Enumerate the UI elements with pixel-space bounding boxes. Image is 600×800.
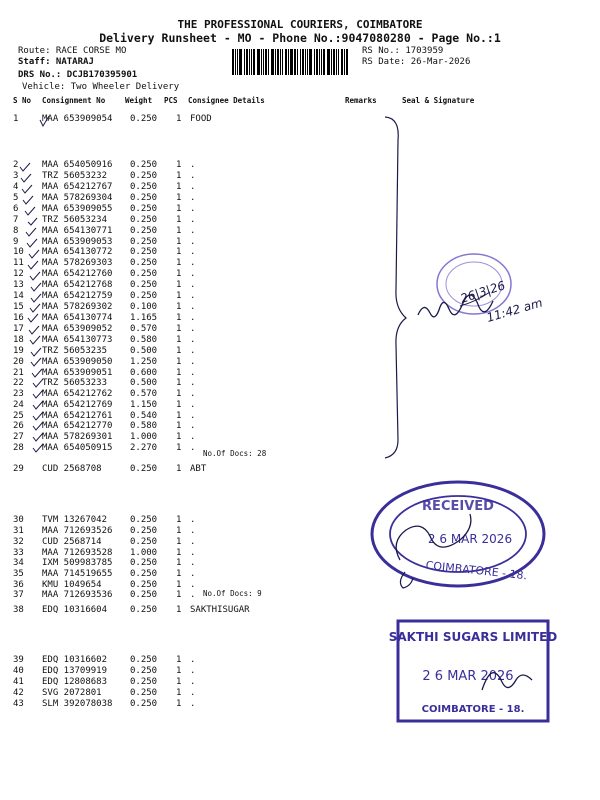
row-consignment-no: EDQ 13709919 — [42, 666, 108, 676]
row-consignee-details: . — [190, 247, 196, 257]
row-sno: 43 — [13, 699, 24, 709]
row-sno: 16 — [13, 313, 24, 323]
row-consignee-details: . — [190, 226, 196, 236]
row-weight: 0.250 — [130, 215, 158, 225]
row-pcs: 1 — [176, 443, 182, 453]
row-weight: 0.580 — [130, 335, 158, 345]
row-consignee-details: . — [190, 182, 196, 192]
drs-number: DRS No.: DCJB170395901 — [18, 70, 138, 80]
row-sno: 11 — [13, 258, 24, 268]
row-weight: 1.000 — [130, 432, 158, 442]
row-weight: 0.250 — [130, 114, 158, 124]
row-sno: 18 — [13, 335, 24, 345]
row-pcs: 1 — [176, 699, 182, 709]
row-sno: 9 — [13, 237, 19, 247]
row-pcs: 1 — [176, 182, 182, 192]
row-sno: 8 — [13, 226, 19, 236]
row-consignment-no: TVM 13267042 — [42, 515, 108, 525]
row-weight: 1.150 — [130, 400, 158, 410]
row-sno: 41 — [13, 677, 24, 687]
row-pcs: 1 — [176, 378, 182, 388]
row-consignee-details: . — [190, 515, 196, 525]
row-weight: 0.250 — [130, 580, 158, 590]
row-consignment-no: MAA 712693528 — [42, 548, 113, 558]
row-consignment-no: MAA 654212762 — [42, 389, 113, 399]
row-weight: 0.250 — [130, 226, 158, 236]
row-weight: 0.540 — [130, 411, 158, 421]
row-weight: 0.250 — [130, 237, 158, 247]
row-weight: 0.250 — [130, 515, 158, 525]
row-sno: 21 — [13, 368, 24, 378]
row-weight: 0.250 — [130, 258, 158, 268]
row-sno: 42 — [13, 688, 24, 698]
row-consignee-details: . — [190, 291, 196, 301]
row-consignee-details: . — [190, 666, 196, 676]
row-sno: 22 — [13, 378, 24, 388]
row-weight: 0.580 — [130, 421, 158, 431]
row-pcs: 1 — [176, 515, 182, 525]
row-consignee-details: . — [190, 580, 196, 590]
company-title: THE PROFESSIONAL COURIERS, COIMBATORE — [177, 18, 423, 31]
col-sno: S No — [13, 96, 32, 105]
handwritten-time: 11:42 am — [484, 295, 545, 325]
sakthi-date: 2 6 MAR 2026 — [422, 669, 514, 684]
row-weight: 1.250 — [130, 357, 158, 367]
col-seal-signature: Seal & Signature — [402, 96, 475, 105]
staff-label: Staff: NATARAJ — [18, 57, 94, 67]
row-sno: 25 — [13, 411, 24, 421]
tick-marks — [20, 116, 49, 452]
row-consignee-details: SAKTHISUGAR — [190, 605, 250, 615]
row-consignee-details: . — [190, 558, 196, 568]
row-consignment-no: CUD 2568714 — [42, 537, 102, 547]
row-weight: 0.250 — [130, 569, 158, 579]
row-consignee-details: . — [190, 688, 196, 698]
row-consignment-no: MAA 654212759 — [42, 291, 113, 301]
row-sno: 30 — [13, 515, 24, 525]
row-sno: 12 — [13, 269, 24, 279]
row-sno: 27 — [13, 432, 24, 442]
row-consignee-details: . — [190, 400, 196, 410]
row-weight: 0.250 — [130, 160, 158, 170]
row-sno: 7 — [13, 215, 19, 225]
row-consignee-details: . — [190, 302, 196, 312]
row-weight: 0.250 — [130, 537, 158, 547]
row-sno: 3 — [13, 171, 19, 181]
received-date: 2 6 MAR 2026 — [427, 532, 513, 546]
row-sno: 32 — [13, 537, 24, 547]
row-consignment-no: TRZ 56053234 — [42, 215, 108, 225]
row-weight: 0.250 — [130, 699, 158, 709]
row-consignee-details: . — [190, 590, 196, 600]
row-consignee-details: . — [190, 526, 196, 536]
row-consignment-no: TRZ 56053232 — [42, 171, 108, 181]
row-pcs: 1 — [176, 193, 182, 203]
docs-count-note: No.Of Docs: 28 — [203, 449, 267, 458]
row-weight: 0.250 — [130, 193, 158, 203]
row-sno: 28 — [13, 443, 24, 453]
row-consignment-no: MAA 654130774 — [42, 313, 113, 323]
row-weight: 0.250 — [130, 677, 158, 687]
row-consignee-details: . — [190, 313, 196, 323]
row-sno: 14 — [13, 291, 24, 301]
row-pcs: 1 — [176, 537, 182, 547]
row-sno: 37 — [13, 590, 24, 600]
row-pcs: 1 — [176, 335, 182, 345]
row-consignee-details: . — [190, 160, 196, 170]
row-pcs: 1 — [176, 280, 182, 290]
row-weight: 0.250 — [130, 204, 158, 214]
row-consignee-details: . — [190, 237, 196, 247]
row-consignment-no: MAA 712693526 — [42, 526, 113, 536]
row-pcs: 1 — [176, 204, 182, 214]
row-pcs: 1 — [176, 258, 182, 268]
row-consignee-details: . — [190, 335, 196, 345]
row-consignee-details: . — [190, 421, 196, 431]
row-consignee-details: . — [190, 324, 196, 334]
row-consignment-no: CUD 2568708 — [42, 464, 102, 474]
row-pcs: 1 — [176, 580, 182, 590]
sakthi-company: SAKTHI SUGARS LIMITED — [388, 630, 558, 644]
col-pcs: PCS — [164, 96, 178, 105]
row-sno: 33 — [13, 548, 24, 558]
row-pcs: 1 — [176, 114, 182, 124]
row-pcs: 1 — [176, 421, 182, 431]
row-pcs: 1 — [176, 655, 182, 665]
row-consignee-details: . — [190, 368, 196, 378]
row-sno: 1 — [13, 114, 19, 124]
row-consignee-details: . — [190, 699, 196, 709]
row-pcs: 1 — [176, 313, 182, 323]
row-consignment-no: MAA 654212769 — [42, 400, 113, 410]
rs-number: RS No.: 1703959 — [362, 46, 444, 56]
row-pcs: 1 — [176, 247, 182, 257]
row-pcs: 1 — [176, 569, 182, 579]
row-weight: 2.270 — [130, 443, 158, 453]
row-pcs: 1 — [176, 171, 182, 181]
row-consignee-details: . — [190, 346, 196, 356]
row-pcs: 1 — [176, 526, 182, 536]
row-pcs: 1 — [176, 389, 182, 399]
row-consignee-details: . — [190, 269, 196, 279]
route-label: Route: RACE CORSE MO — [18, 46, 127, 56]
row-weight: 0.250 — [130, 526, 158, 536]
row-consignment-no: EDQ 10316604 — [42, 605, 108, 615]
row-weight: 0.250 — [130, 247, 158, 257]
row-consignment-no: EDQ 10316602 — [42, 655, 108, 665]
row-pcs: 1 — [176, 346, 182, 356]
row-consignment-no: KMU 1049654 — [42, 580, 102, 590]
row-pcs: 1 — [176, 302, 182, 312]
row-weight: 0.250 — [130, 464, 158, 474]
row-pcs: 1 — [176, 590, 182, 600]
row-sno: 6 — [13, 204, 19, 214]
row-pcs: 1 — [176, 688, 182, 698]
row-consignee-details: . — [190, 655, 196, 665]
row-sno: 2 — [13, 160, 19, 170]
row-sno: 29 — [13, 464, 24, 474]
received-text: RECEIVED — [422, 499, 494, 514]
row-consignment-no: MAA 712693536 — [42, 590, 113, 600]
row-sno: 23 — [13, 389, 24, 399]
row-pcs: 1 — [176, 324, 182, 334]
row-consignee-details: . — [190, 389, 196, 399]
row-pcs: 1 — [176, 357, 182, 367]
row-weight: 0.250 — [130, 688, 158, 698]
row-consignment-no: MAA 714519655 — [42, 569, 113, 579]
row-pcs: 1 — [176, 291, 182, 301]
row-consignee-details: . — [190, 258, 196, 268]
row-pcs: 1 — [176, 605, 182, 615]
row-pcs: 1 — [176, 400, 182, 410]
col-consignee: Consignee Details — [188, 96, 265, 105]
row-consignment-no: MAA 653909054 — [42, 114, 113, 124]
row-sno: 5 — [13, 193, 19, 203]
row-consignee-details: . — [190, 569, 196, 579]
row-consignment-no: MAA 578269303 — [42, 258, 113, 268]
row-sno: 13 — [13, 280, 24, 290]
row-consignment-no: MAA 654130773 — [42, 335, 113, 345]
row-sno: 35 — [13, 569, 24, 579]
handwritten-date: 26|3|26 — [458, 278, 507, 306]
col-weight: Weight — [125, 96, 153, 105]
row-consignment-no: MAA 654212761 — [42, 411, 113, 421]
row-consignee-details: . — [190, 193, 196, 203]
row-pcs: 1 — [176, 558, 182, 568]
row-sno: 39 — [13, 655, 24, 665]
row-weight: 0.500 — [130, 346, 158, 356]
row-weight: 0.250 — [130, 666, 158, 676]
row-sno: 15 — [13, 302, 24, 312]
row-sno: 17 — [13, 324, 24, 334]
row-consignment-no: MAA 653909055 — [42, 204, 113, 214]
row-consignment-no: EDQ 12808683 — [42, 677, 108, 687]
row-consignee-details: . — [190, 677, 196, 687]
row-weight: 0.250 — [130, 558, 158, 568]
row-consignment-no: MAA 578269301 — [42, 432, 113, 442]
vehicle-label: Vehicle: Two Wheeler Delivery — [22, 82, 180, 92]
row-weight: 0.570 — [130, 324, 158, 334]
row-consignee-details: . — [190, 537, 196, 547]
row-sno: 19 — [13, 346, 24, 356]
row-consignment-no: MAA 653909053 — [42, 237, 113, 247]
row-pcs: 1 — [176, 215, 182, 225]
row-sno: 31 — [13, 526, 24, 536]
row-sno: 36 — [13, 580, 24, 590]
row-consignment-no: MAA 654212767 — [42, 182, 113, 192]
row-consignment-no: MAA 653909051 — [42, 368, 113, 378]
row-weight: 0.250 — [130, 280, 158, 290]
row-weight: 0.250 — [130, 590, 158, 600]
row-pcs: 1 — [176, 368, 182, 378]
row-consignment-no: MAA 654212768 — [42, 280, 113, 290]
row-weight: 0.250 — [130, 269, 158, 279]
row-consignee-details: . — [190, 204, 196, 214]
rs-date: RS Date: 26-Mar-2026 — [362, 57, 471, 67]
runsheet-subtitle: Delivery Runsheet - MO - Phone No.:9047080280 - Page No.:1 — [99, 31, 501, 45]
row-pcs: 1 — [176, 432, 182, 442]
row-pcs: 1 — [176, 666, 182, 676]
row-pcs: 1 — [176, 160, 182, 170]
row-pcs: 1 — [176, 464, 182, 474]
row-weight: 0.600 — [130, 368, 158, 378]
row-consignment-no: TRZ 56053233 — [42, 378, 108, 388]
row-consignment-no: MAA 654212760 — [42, 269, 113, 279]
row-consignment-no: MAA 654050915 — [42, 443, 113, 453]
row-weight: 0.250 — [130, 655, 158, 665]
row-sno: 34 — [13, 558, 24, 568]
row-sno: 40 — [13, 666, 24, 676]
sakthi-city: COIMBATORE - 18. — [421, 704, 525, 715]
row-consignment-no: SLM 392078038 — [42, 699, 113, 709]
row-consignee-details: . — [190, 357, 196, 367]
row-consignee-details: FOOD — [190, 114, 212, 124]
row-consignment-no: SVG 2072801 — [42, 688, 102, 698]
row-weight: 0.100 — [130, 302, 158, 312]
row-consignee-details: . — [190, 548, 196, 558]
received-city: COIMBATORE - 18. — [425, 558, 528, 583]
row-weight: 0.250 — [130, 171, 158, 181]
row-consignee-details: . — [190, 280, 196, 290]
row-weight: 1.000 — [130, 548, 158, 558]
col-remarks: Remarks — [345, 96, 377, 105]
row-sno: 24 — [13, 400, 24, 410]
row-pcs: 1 — [176, 269, 182, 279]
row-pcs: 1 — [176, 237, 182, 247]
row-sno: 4 — [13, 182, 19, 192]
row-consignee-details: . — [190, 215, 196, 225]
row-consignee-details: . — [190, 171, 196, 181]
row-consignment-no: MAA 578269302 — [42, 302, 113, 312]
row-consignment-no: MAA 654130772 — [42, 247, 113, 257]
row-sno: 26 — [13, 421, 24, 431]
row-consignee-details: . — [190, 443, 196, 453]
row-weight: 0.250 — [130, 182, 158, 192]
row-consignment-no: MAA 654130771 — [42, 226, 113, 236]
row-consignee-details: . — [190, 432, 196, 442]
row-consignment-no: TRZ 56053235 — [42, 346, 108, 356]
row-sno: 38 — [13, 605, 24, 615]
row-consignment-no: MAA 653909050 — [42, 357, 113, 367]
col-consignment: Consignment No — [42, 96, 106, 105]
row-consignment-no: MAA 578269304 — [42, 193, 113, 203]
row-consignment-no: MAA 654050916 — [42, 160, 113, 170]
row-sno: 20 — [13, 357, 24, 367]
row-sno: 10 — [13, 247, 24, 257]
docs-count-note: No.Of Docs: 9 — [203, 589, 262, 598]
row-consignee-details: ABT — [190, 464, 207, 474]
row-consignee-details: . — [190, 378, 196, 388]
row-weight: 0.250 — [130, 291, 158, 301]
row-consignment-no: MAA 654212770 — [42, 421, 113, 431]
row-weight: 0.570 — [130, 389, 158, 399]
curly-brace — [385, 117, 406, 458]
row-weight: 1.165 — [130, 313, 158, 323]
row-pcs: 1 — [176, 677, 182, 687]
row-weight: 0.500 — [130, 378, 158, 388]
row-pcs: 1 — [176, 411, 182, 421]
row-consignment-no: MAA 653909052 — [42, 324, 113, 334]
row-pcs: 1 — [176, 226, 182, 236]
row-consignee-details: . — [190, 411, 196, 421]
row-consignment-no: IXM 509983785 — [42, 558, 113, 568]
row-pcs: 1 — [176, 548, 182, 558]
row-weight: 0.250 — [130, 605, 158, 615]
